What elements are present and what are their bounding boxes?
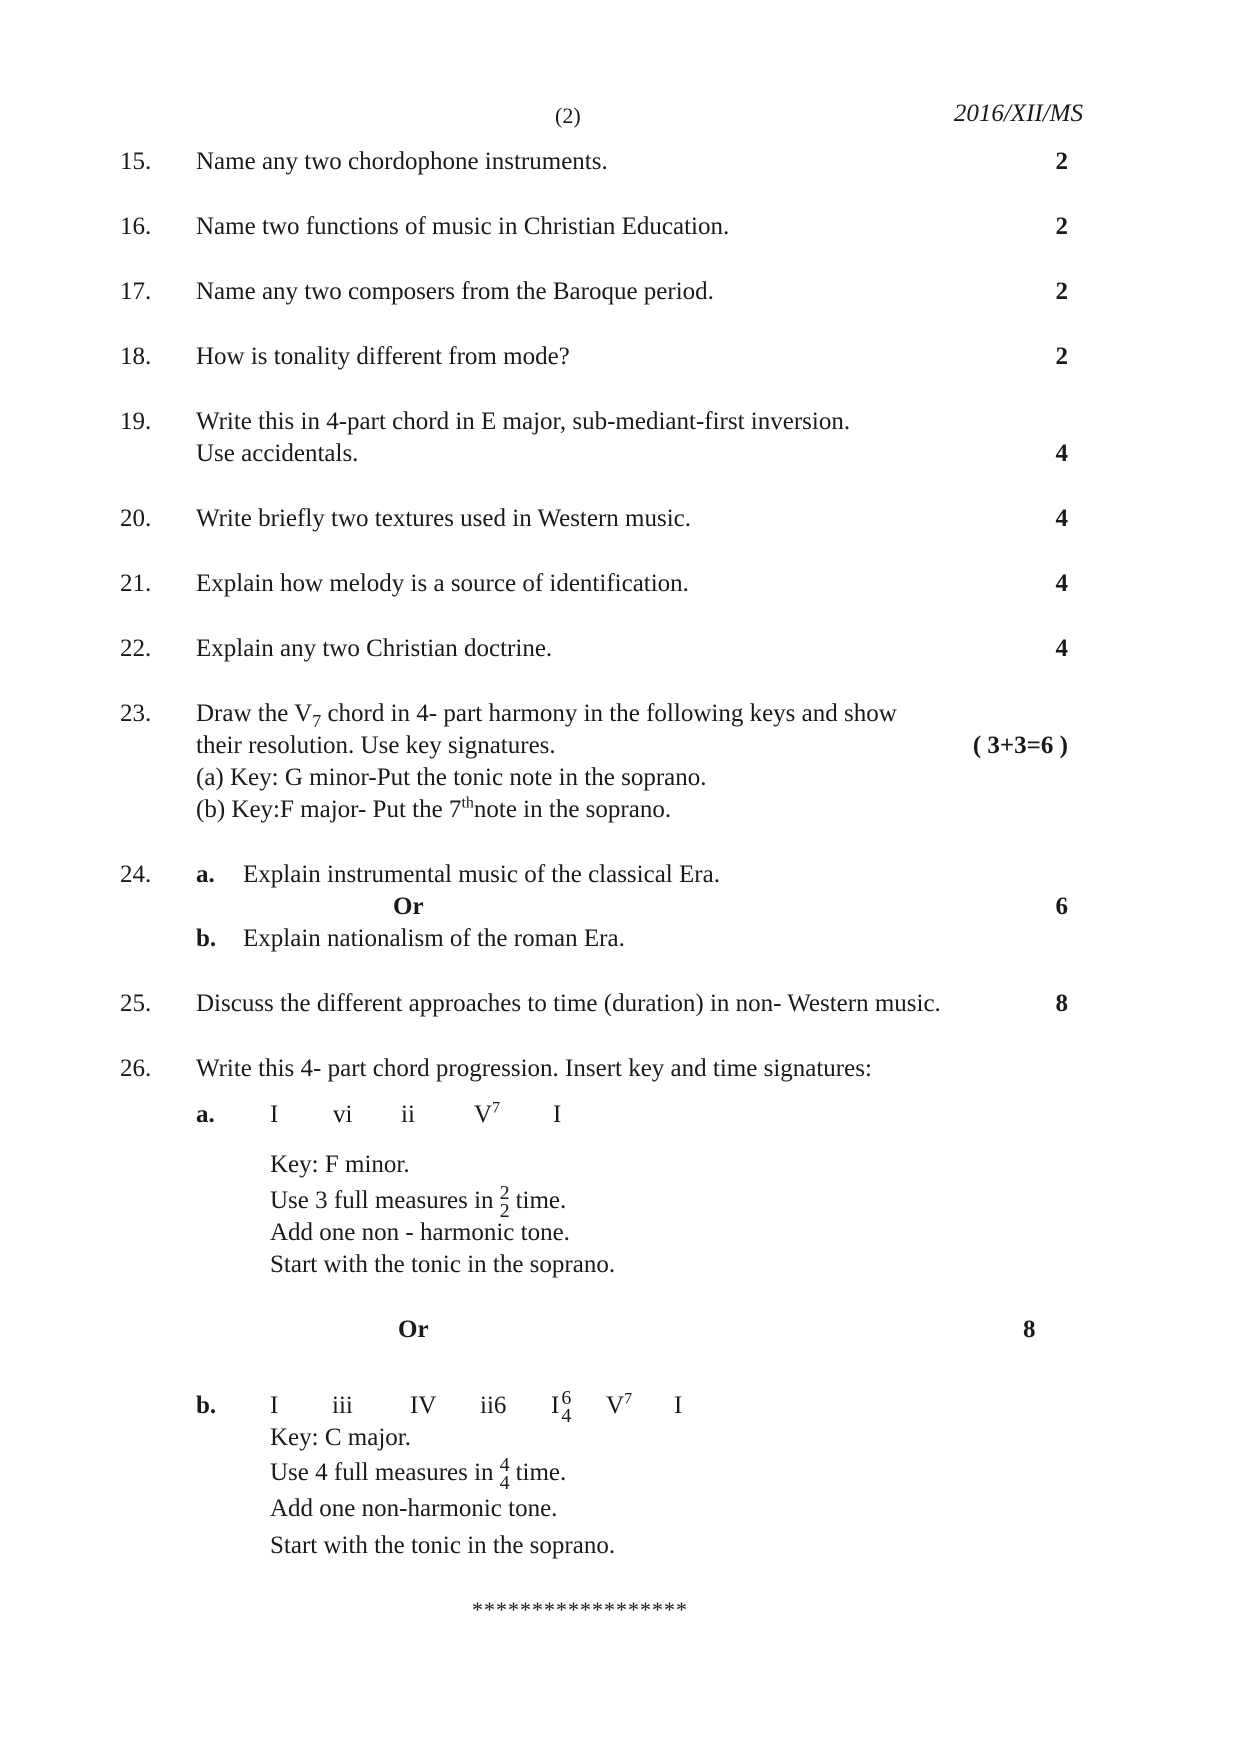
nonharmonic-instruction: Add one non - harmonic tone.: [270, 1219, 570, 1246]
chord-root: I: [551, 1392, 560, 1419]
question-marks: 6: [1055, 893, 1068, 920]
soprano-instruction: Start with the tonic in the soprano.: [270, 1532, 616, 1559]
text-part: time.: [515, 1459, 567, 1486]
inversion-figure: [561, 1387, 572, 1428]
question-number: 17.: [120, 278, 152, 305]
chord-symbol: IV: [410, 1392, 437, 1419]
question-number: 19.: [120, 408, 152, 435]
question-marks: 8: [1023, 1316, 1036, 1343]
chord-symbol: [606, 1390, 632, 1422]
chord-symbol: vi: [333, 1101, 353, 1128]
question-text: Write this in 4-part chord in E major, sub-mediant-first inversion.: [196, 408, 851, 435]
option-label-a: a.: [196, 1101, 215, 1128]
superscript: 7: [624, 1390, 633, 1408]
chord-symbol: iii: [332, 1392, 353, 1419]
sub-question-b: [196, 794, 671, 826]
measure-instruction: [270, 1181, 566, 1221]
question-text: Name any two chordophone instruments.: [196, 148, 608, 175]
subscript: 7: [312, 711, 322, 731]
key-instruction: Key: F minor.: [270, 1151, 410, 1178]
question-marks: ( 3+3=6 ): [972, 732, 1068, 759]
option-text-a: Explain instrumental music of the classical Era.: [243, 861, 720, 888]
option-text-b: Explain nationalism of the roman Era.: [243, 925, 625, 952]
chord-symbol: I: [553, 1101, 562, 1128]
or-label: Or: [398, 1316, 429, 1343]
question-number: 18.: [120, 343, 152, 370]
option-label-a: a.: [196, 861, 215, 888]
question-number: 16.: [120, 213, 152, 240]
measure-instruction: [270, 1453, 566, 1493]
question-number: 23.: [120, 700, 152, 727]
question-marks: 2: [1055, 343, 1068, 370]
text-part: Use 4 full measures in: [270, 1459, 494, 1486]
chord-root: V: [474, 1101, 493, 1128]
question-marks: 2: [1055, 278, 1068, 305]
question-marks: 4: [1055, 505, 1068, 532]
question-text: Discuss the different approaches to time (duration) in non- Western music.: [196, 990, 941, 1017]
question-number: 25.: [120, 990, 152, 1017]
question-text: How is tonality different from mode?: [196, 343, 570, 370]
time-top: 2: [499, 1182, 510, 1205]
question-text: Name any two composers from the Baroque period.: [196, 278, 714, 305]
question-marks: 8: [1055, 990, 1068, 1017]
question-number: 22.: [120, 635, 152, 662]
text-part: time.: [515, 1187, 567, 1214]
soprano-instruction: Start with the tonic in the soprano.: [270, 1251, 616, 1278]
superscript: th: [461, 794, 474, 812]
text-part: chord in 4- part harmony in the following keys and show: [321, 700, 897, 727]
question-marks: 4: [1055, 570, 1068, 597]
chord-symbol: [474, 1099, 500, 1131]
question-marks: 2: [1055, 213, 1068, 240]
question-marks: 2: [1055, 148, 1068, 175]
option-label-b: b.: [196, 1392, 217, 1419]
key-instruction: Key: C major.: [270, 1424, 411, 1451]
figure-top: 6: [561, 1387, 572, 1410]
question-number: 26.: [120, 1055, 152, 1082]
question-text: Explain how melody is a source of identification.: [196, 570, 689, 597]
question-text: Write briefly two textures used in Western music.: [196, 505, 692, 532]
text-part: Draw the V: [196, 700, 313, 727]
chord-root: V: [606, 1392, 625, 1419]
time-bottom: 2: [499, 1200, 510, 1223]
question-marks: 4: [1055, 635, 1068, 662]
end-of-paper-stars: ******************: [472, 1597, 688, 1622]
or-label: Or: [393, 893, 424, 920]
time-signature: [499, 1182, 510, 1223]
nonharmonic-instruction: Add one non-harmonic tone.: [270, 1495, 558, 1522]
question-text-continued: Use accidentals.: [196, 440, 359, 467]
chord-symbol: ii6: [480, 1392, 507, 1419]
chord-symbol: I: [270, 1101, 279, 1128]
question-number: 20.: [120, 505, 152, 532]
option-label-b: b.: [196, 925, 217, 952]
question-text: Write this 4- part chord progression. Insert key and time signatures:: [196, 1055, 872, 1082]
paper-code: 2016/XII/MS: [953, 100, 1083, 127]
time-top: 4: [499, 1454, 510, 1477]
time-signature: [499, 1454, 510, 1495]
chord-symbol: I: [674, 1392, 683, 1419]
question-text: Name two functions of music in Christian Education.: [196, 213, 730, 240]
question-number: 24.: [120, 861, 152, 888]
time-bottom: 4: [499, 1472, 510, 1495]
figure-bottom: 4: [561, 1405, 572, 1428]
chord-symbol: I: [270, 1392, 279, 1419]
text-part: note in the soprano.: [473, 796, 672, 823]
question-number: 15.: [120, 148, 152, 175]
chord-symbol: ii: [401, 1101, 415, 1128]
page-number: (2): [555, 103, 581, 128]
question-marks: 4: [1055, 440, 1068, 467]
chord-symbol: [551, 1386, 577, 1426]
question-text: Explain any two Christian doctrine.: [196, 635, 553, 662]
text-part: (b) Key:F major- Put the 7: [196, 796, 462, 823]
question-text-continued: their resolution. Use key signatures.: [196, 732, 556, 759]
question-text: [196, 698, 897, 730]
text-part: Use 3 full measures in: [270, 1187, 494, 1214]
sub-question-a: (a) Key: G minor-Put the tonic note in the soprano.: [196, 764, 707, 791]
superscript: 7: [492, 1099, 501, 1117]
question-number: 21.: [120, 570, 152, 597]
